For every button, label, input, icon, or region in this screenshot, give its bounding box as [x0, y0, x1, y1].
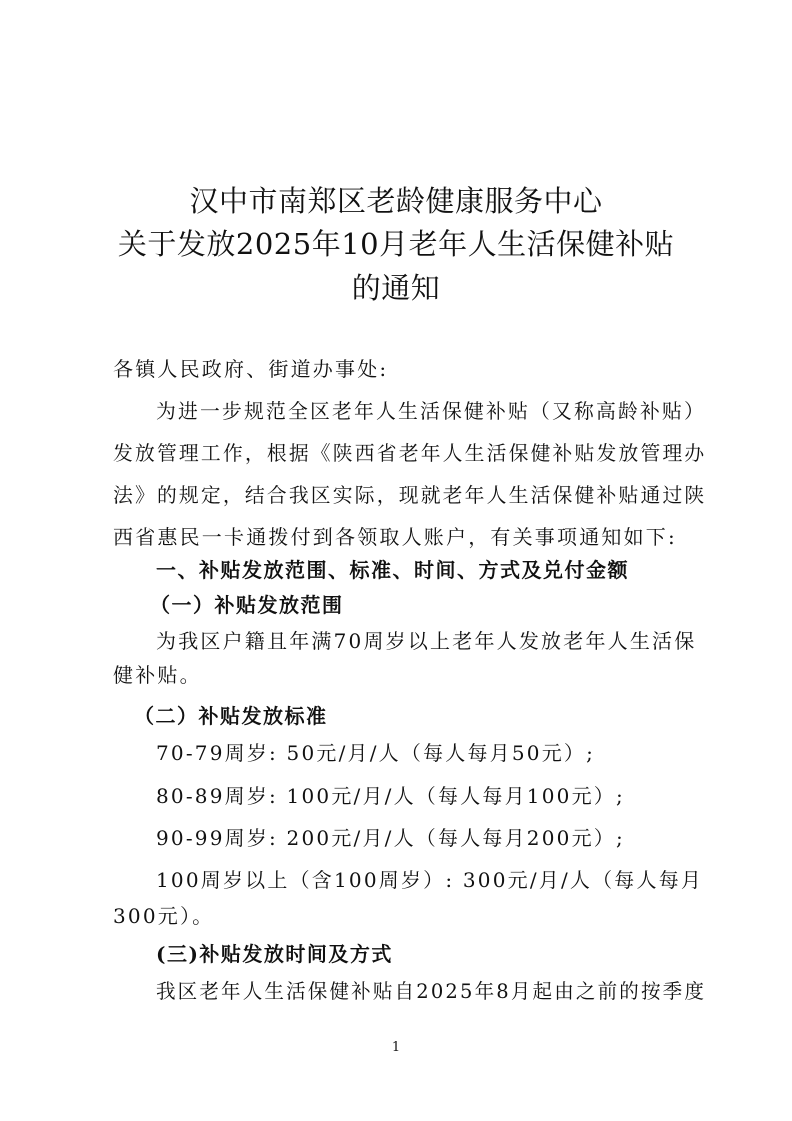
subsection-2-heading: （二）补贴发放标准 [134, 704, 328, 728]
subsection-1-line-2: 健补贴。 [113, 663, 202, 687]
intro-line-1: 为进一步规范全区老年人生活保健补贴（又称高龄补贴） [156, 399, 707, 423]
intro-line-3: 法》的规定，结合我区实际，现就老年人生活保健补贴通过陕 [113, 483, 707, 507]
standard-line-2: 80-89周岁: 100元/月/人（每人每月100元）; [156, 784, 625, 808]
document-title-line-3: 的通知 [351, 271, 441, 305]
page-number: 1 [391, 1040, 401, 1055]
standard-line-5: 300元）。 [113, 904, 215, 928]
standard-line-1: 70-79周岁: 50元/月/人（每人每月50元）; [156, 741, 596, 765]
document-title-line-2: 关于发放2025年10月老年人生活保健补贴 [117, 227, 675, 261]
intro-line-4: 西省惠民一卡通拨付到各领取人账户，有关事项通知如下: [113, 525, 677, 549]
intro-line-2: 发放管理工作，根据《陕西省老年人生活保健补贴发放管理办 [113, 441, 707, 465]
standard-line-4: 100周岁以上（含100周岁）: 300元/月/人（每人每月 [156, 868, 704, 892]
subsection-1-line-1: 为我区户籍且年满70周岁以上老年人发放老年人生活保 [156, 629, 697, 653]
standard-line-3: 90-99周岁: 200元/月/人（每人每月200元）; [156, 826, 625, 850]
section-1-heading: 一、补贴发放范围、标准、时间、方式及兑付金额 [156, 558, 629, 582]
document-title-line-1: 汉中市南郑区老龄健康服务中心 [189, 184, 603, 218]
subsection-3-heading: (三)补贴发放时间及方式 [156, 942, 393, 966]
subsection-1-heading: （一）补贴发放范围 [150, 593, 344, 617]
salutation: 各镇人民政府、街道办事处: [113, 357, 389, 381]
subsection-3-line-1: 我区老年人生活保健补贴自2025年8月起由之前的按季度 [156, 979, 707, 1003]
